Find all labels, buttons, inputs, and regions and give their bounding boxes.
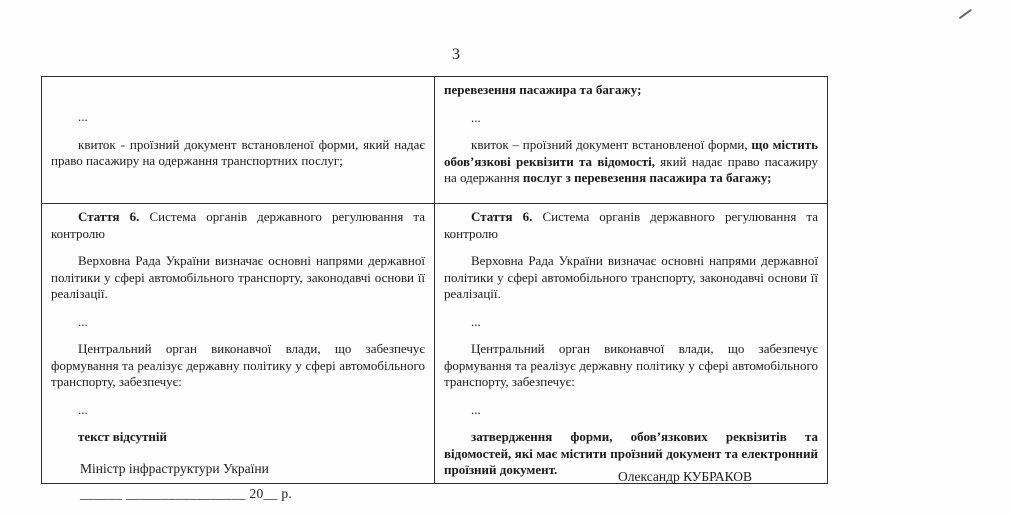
minister-title: Міністр інфраструктури України <box>80 461 269 476</box>
verkhovna-rada-paragraph: Верховна Рада України визначає основні напрями державної політики у сфері автомобільного транспорту, законодавчі основи її реалізації. <box>444 253 818 301</box>
article-number: Стаття 6. <box>471 209 533 224</box>
table-row-article6 <box>42 204 828 484</box>
pen-stroke-mark <box>959 9 973 20</box>
ellipsis-line: ... <box>78 401 88 417</box>
verkhovna-rada-paragraph: Верховна Рада України визначає основні напрями державної політики у сфері автомобільного транспорту, законодавчі основи її реалізації. <box>51 253 425 301</box>
ticket-definition-old: квиток - проїзний документ встановленої форми, який надає право пасажиру на одержання транспортних послуг; <box>51 136 425 168</box>
article-number: Стаття 6. <box>78 209 140 224</box>
article-title: Система органів державного регулювання та контролю <box>51 209 426 241</box>
signatory-name: Олександр КУБРАКОВ <box>618 469 753 484</box>
article-heading <box>444 209 818 242</box>
text-absent-note: текст відсутній <box>78 429 168 444</box>
page-number: 3 <box>452 46 460 63</box>
ellipsis-line: ... <box>471 109 481 125</box>
new-version-cell-definitions <box>435 77 828 204</box>
central-body-paragraph: Центральний орган виконавчої влади, що забезпечує формування та реалізує державну політику у сфері автомобільного транспорту, забезпечує: <box>51 341 425 389</box>
article-heading <box>51 209 425 242</box>
carryover-text: перевезення пасажира та багажу; <box>444 82 642 97</box>
ellipsis-line: ... <box>78 109 88 124</box>
ellipsis-line: ... <box>471 401 481 417</box>
old-version-cell-article6 <box>42 204 435 484</box>
ticket-def-segment: квиток – проїзний документ встановленої форми, <box>471 137 752 152</box>
ticket-def-segment: який надає право пасажиру на одержання <box>444 153 818 185</box>
ellipsis-line: ... <box>78 313 88 329</box>
ticket-def-segment-bold: послуг з перевезення пасажира та багажу; <box>522 170 772 185</box>
ellipsis-line: ... <box>471 313 481 329</box>
old-version-cell-definitions <box>42 77 435 204</box>
new-version-cell-article6 <box>435 204 828 484</box>
central-body-paragraph: Центральний орган виконавчої влади, що забезпечує формування та реалізує державну політику у сфері автомобільного транспорту, забезпечує: <box>444 341 818 389</box>
ticket-def-segment-bold: що містить обов’язкові реквізити та відомості, <box>444 137 818 169</box>
comparison-table <box>41 76 828 484</box>
signature-date-line: ______ _________________ 20__ р. <box>80 486 293 501</box>
ticket-definition-new <box>444 137 818 187</box>
table-row-definitions <box>42 77 828 204</box>
article-title: Система органів державного регулювання та контролю <box>444 209 819 241</box>
approval-paragraph: затвердження форми, обов’язкових реквізитів та відомостей, які має містити проїзний документ та електронний проїзний документ. <box>444 429 818 477</box>
